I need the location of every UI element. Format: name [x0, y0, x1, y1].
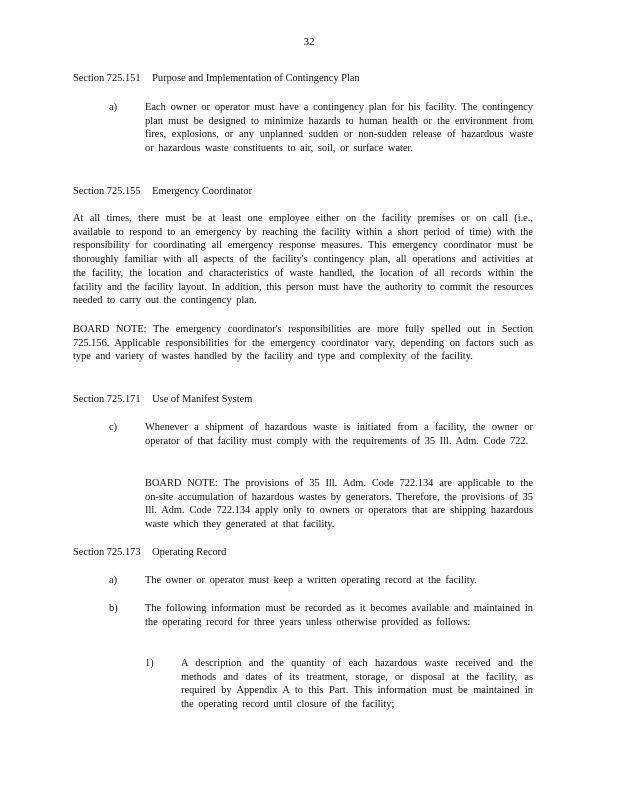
section-title: Purpose and Implementation of Contingency Plan [152, 73, 360, 84]
board-note: BOARD NOTE: The provisions of 35 Ill. Adm. Code 722.134 are applicable to the on-site accumulation of hazardous wastes by generators. Therefore, the provisions of 35 Ill. Adm. Code 722.134 apply only to owners or operators that are shipping hazardous waste which they generated at that facility. [145, 478, 533, 531]
item-marker: a) [109, 102, 118, 113]
item-marker: b) [109, 603, 118, 614]
item-text: Whenever a shipment of hazardous waste is initiated from a facility, the owner or operator of that facility must comply with the requirements of 35 Ill. Adm. Code 722. [145, 422, 533, 447]
section-number: Section 725.155 [73, 186, 141, 197]
item-text: Each owner or operator must have a contingency plan for his facility. The contingency plan must be designed to minimize hazards to human health or the environment from fires, explosions, or any unplanned sudden or non-sudden release of hazardous waste or hazardous waste constituents to air, soil, or surface water. [145, 102, 533, 155]
section-heading-725-171 [73, 393, 261, 407]
item-text: The following information must be recorded as it becomes available and maintained in the operating record for three years unless otherwise provided as follows: [145, 603, 533, 628]
subitem-marker: 1) [145, 658, 154, 669]
section-number: Section 725.173 [73, 547, 141, 558]
section-title: Operating Record [152, 547, 227, 558]
section-number: Section 725.171 [73, 394, 141, 405]
section-heading-725-173 [73, 546, 235, 560]
section-title: Emergency Coordinator [152, 186, 253, 197]
section-paragraph: At all times, there must be at least one employee either on the facility premises or on call (i.e., available to respond to an emergency by reaching the facility within a short period of time) with the responsibility for coordinating all emergency response measures. This emergency coordinator must be thoroughly familiar with all aspects of the facility's contingency plan, all operations and activities at the facility, the location and characteristics of waste handled, the location of all records within the facility and the facility layout. In addition, this person must have the authority to commit the resources needed to carry out the contingency plan. [73, 213, 533, 307]
item-marker: c) [109, 422, 118, 433]
section-title: Use of Manifest System [152, 394, 253, 405]
section-heading-725-151 [73, 72, 369, 86]
subitem-text: A description and the quantity of each hazardous waste received and the methods and dates of its treatment, storage, or disposal at the facility, as required by Appendix A to this Part. This information must be maintained in the operating record until closure of the facility; [181, 658, 533, 711]
section-heading-725-155 [73, 185, 261, 199]
page-number: 32 [303, 36, 315, 48]
item-marker: a) [109, 575, 118, 586]
section-number: Section 725.151 [73, 73, 141, 84]
item-text: The owner or operator must keep a written operating record at the facility. [145, 575, 477, 586]
board-note: BOARD NOTE: The emergency coordinator's responsibilities are more fully spelled out in Section 725.156. Applicable responsibilities for the emergency coordinator vary, depending on factors such as type and variety of wastes handled by the facility and type and complexity of the facility. [73, 324, 533, 363]
